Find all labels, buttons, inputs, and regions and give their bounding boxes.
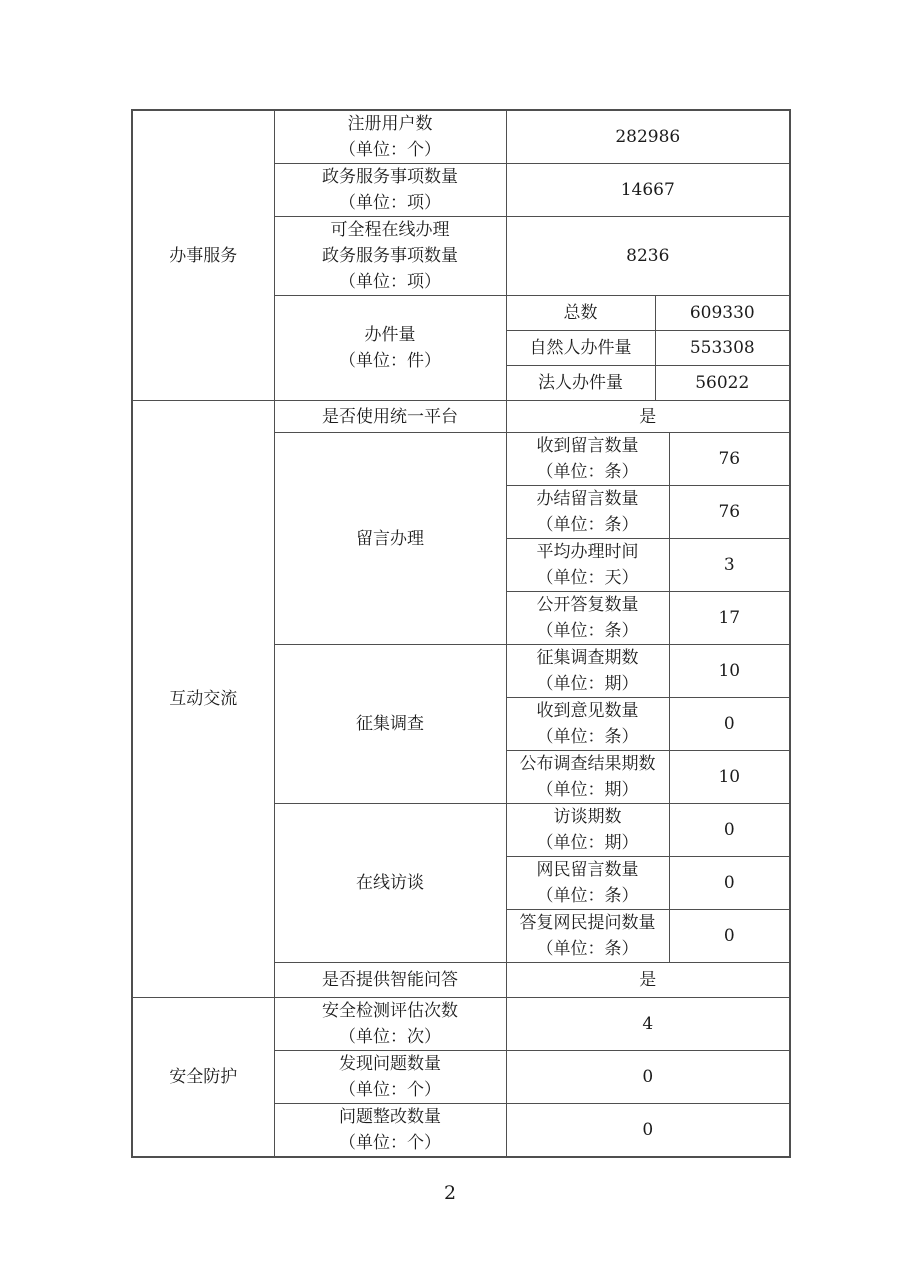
group-cell-security bbox=[132, 998, 274, 1158]
value-interview-periods: 0 bbox=[669, 804, 790, 857]
label-problems-fixed bbox=[274, 1104, 506, 1158]
value-case-total: 609330 bbox=[655, 296, 790, 331]
value-security-assessments: 4 bbox=[506, 998, 790, 1051]
unit-text: （单位：条） bbox=[536, 727, 639, 747]
label-text: 答复网民提问数量 bbox=[519, 913, 656, 933]
unit-text: （单位：天） bbox=[536, 568, 639, 588]
sublabel-survey-periods bbox=[506, 645, 669, 698]
sublabel-interview-periods bbox=[506, 804, 669, 857]
section-label-interaction: 互动交流 bbox=[169, 689, 238, 709]
sublabel-questions-answered bbox=[506, 910, 669, 963]
unit-text: （单位：个） bbox=[339, 1133, 441, 1153]
label-text: 发现问题数量 bbox=[339, 1054, 441, 1074]
label-text: 收到留言数量 bbox=[536, 436, 639, 456]
unit-text: （单位：条） bbox=[536, 462, 639, 482]
label-text: 征集调查期数 bbox=[536, 648, 639, 668]
label-interviews: 在线访谈 bbox=[274, 804, 506, 963]
label-text: 网民留言数量 bbox=[536, 860, 639, 880]
value-messages-completed: 76 bbox=[669, 486, 790, 539]
sublabel-public-replies bbox=[506, 592, 669, 645]
unit-text: （单位：个） bbox=[339, 140, 441, 160]
value-opinions-received: 0 bbox=[669, 698, 790, 751]
label-problems-found bbox=[274, 1051, 506, 1104]
label-text: 公布调查结果期数 bbox=[519, 754, 656, 774]
value-problems-fixed: 0 bbox=[506, 1104, 790, 1158]
unit-text: （单位：期） bbox=[536, 674, 639, 694]
value-unified-platform: 是 bbox=[506, 401, 790, 433]
value-questions-answered: 0 bbox=[669, 910, 790, 963]
label-text: 平均办理时间 bbox=[536, 542, 639, 562]
unit-text: （单位：项） bbox=[339, 193, 441, 213]
label-text: 收到意见数量 bbox=[536, 701, 639, 721]
unit-text: （单位：条） bbox=[536, 939, 639, 959]
label-text: 注册用户数 bbox=[347, 114, 433, 134]
section-label-service: 办事服务 bbox=[169, 245, 238, 266]
label-text: 访谈期数 bbox=[553, 807, 622, 827]
sublabel-case-total: 总数 bbox=[506, 296, 655, 331]
label-message-handling: 留言办理 bbox=[274, 433, 506, 645]
label-full-online-items bbox=[274, 217, 506, 296]
value-smart-qa: 是 bbox=[506, 963, 790, 998]
unit-text: （单位：期） bbox=[536, 833, 639, 853]
label-text: 安全检测评估次数 bbox=[322, 1001, 458, 1021]
label-text: 公开答复数量 bbox=[536, 595, 639, 615]
sublabel-netizen-messages bbox=[506, 857, 669, 910]
sublabel-survey-results bbox=[506, 751, 669, 804]
sublabel-case-legal: 法人办件量 bbox=[506, 366, 655, 401]
unit-text: （单位：条） bbox=[536, 515, 639, 535]
label-security-assessments bbox=[274, 998, 506, 1051]
sublabel-messages-received bbox=[506, 433, 669, 486]
value-case-legal: 56022 bbox=[655, 366, 790, 401]
group-cell-interaction bbox=[132, 401, 274, 998]
label-case-volume bbox=[274, 296, 506, 401]
value-registered-users: 282986 bbox=[506, 110, 790, 164]
label-text-line1: 可全程在线办理 bbox=[330, 220, 450, 240]
value-messages-received: 76 bbox=[669, 433, 790, 486]
section-label-security: 安全防护 bbox=[169, 1067, 238, 1087]
value-survey-results: 10 bbox=[669, 751, 790, 804]
row-registered-users bbox=[132, 110, 790, 164]
value-avg-handle-time: 3 bbox=[669, 539, 790, 592]
label-text: 办结留言数量 bbox=[536, 489, 639, 509]
row-security-assessments bbox=[132, 998, 790, 1051]
label-smart-qa: 是否提供智能问答 bbox=[274, 963, 506, 998]
group-cell-service bbox=[132, 110, 274, 401]
label-gov-service-items bbox=[274, 164, 506, 217]
value-netizen-messages: 0 bbox=[669, 857, 790, 910]
unit-text: （单位：个） bbox=[339, 1080, 441, 1100]
sublabel-case-natural: 自然人办件量 bbox=[506, 331, 655, 366]
value-case-natural: 553308 bbox=[655, 331, 790, 366]
sublabel-avg-handle-time bbox=[506, 539, 669, 592]
row-unified-platform bbox=[132, 401, 790, 433]
label-text: 办件量 bbox=[364, 325, 416, 345]
unit-text: （单位：件） bbox=[339, 351, 441, 371]
label-surveys: 征集调查 bbox=[274, 645, 506, 804]
unit-text: （单位：条） bbox=[536, 886, 639, 906]
report-table bbox=[131, 109, 791, 1158]
label-text: 政务服务事项数量 bbox=[322, 167, 458, 187]
label-unified-platform: 是否使用统一平台 bbox=[274, 401, 506, 433]
unit-text: （单位：条） bbox=[536, 621, 639, 641]
value-full-online-items: 8236 bbox=[506, 217, 790, 296]
label-text: 问题整改数量 bbox=[339, 1107, 441, 1127]
sublabel-messages-completed bbox=[506, 486, 669, 539]
unit-text: （单位：项） bbox=[339, 272, 441, 292]
value-problems-found: 0 bbox=[506, 1051, 790, 1104]
unit-text: （单位：期） bbox=[536, 780, 639, 800]
unit-text: （单位：次） bbox=[339, 1027, 441, 1047]
value-gov-service-items: 14667 bbox=[506, 164, 790, 217]
sublabel-opinions-received bbox=[506, 698, 669, 751]
label-text-line2: 政务服务事项数量 bbox=[322, 246, 458, 266]
page-number: 2 bbox=[443, 1182, 457, 1204]
value-survey-periods: 10 bbox=[669, 645, 790, 698]
label-registered-users bbox=[274, 110, 506, 164]
value-public-replies: 17 bbox=[669, 592, 790, 645]
